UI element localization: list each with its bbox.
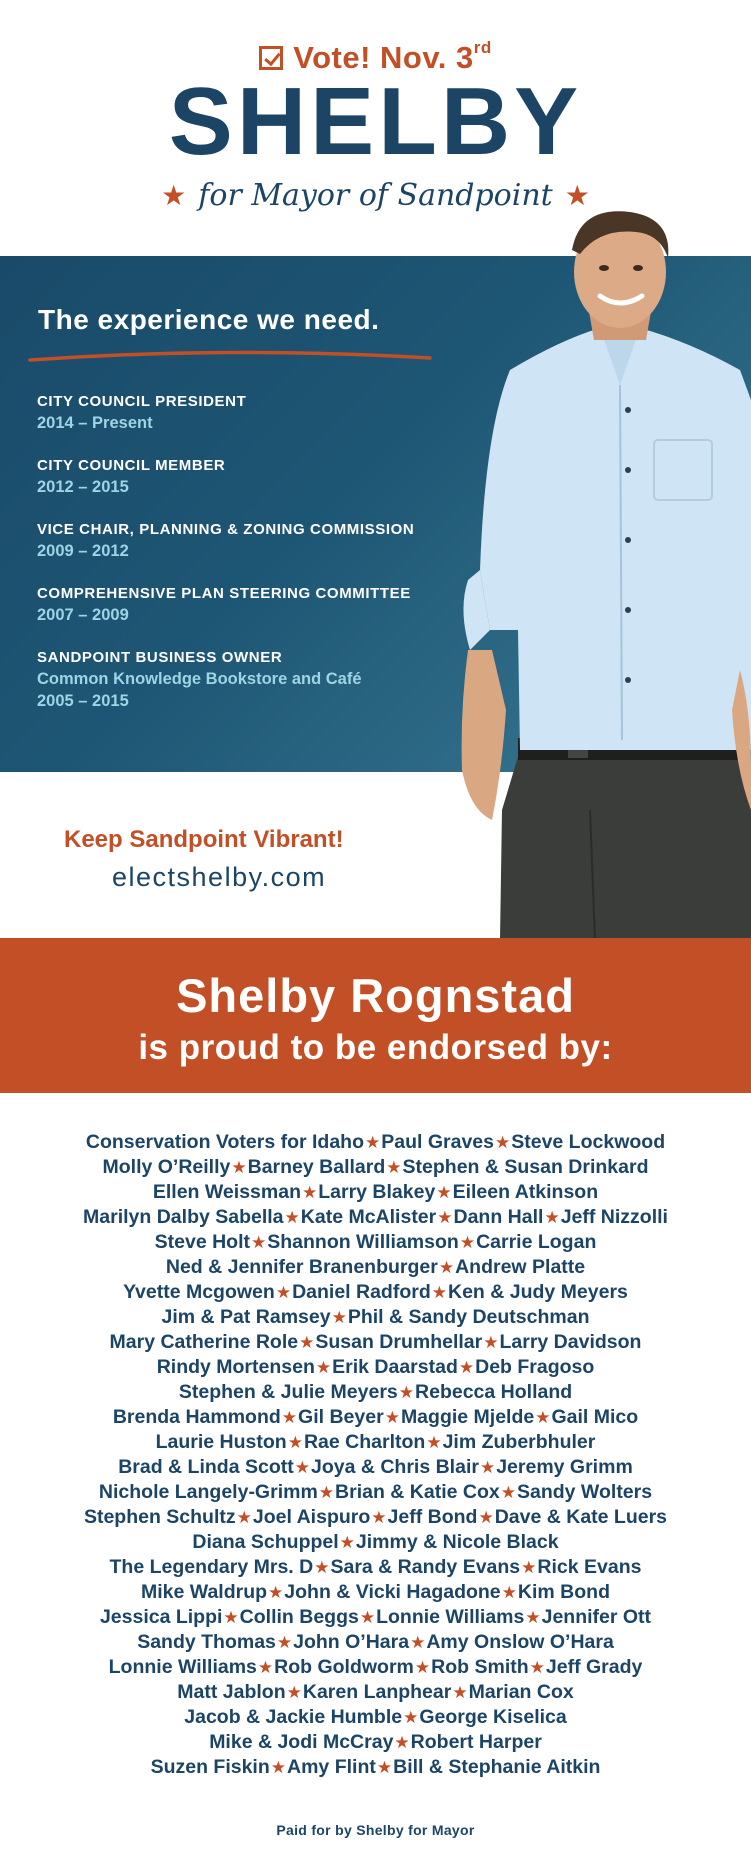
endorsement-line — [0, 1255, 751, 1280]
endorser-name: Steve Lockwood — [511, 1131, 666, 1153]
endorser-name: Jeff Bond — [387, 1506, 478, 1528]
star-separator-icon: ★ — [483, 1333, 499, 1352]
endorser-name: Rebecca Holland — [415, 1381, 573, 1403]
candidate-name: SHELBY — [168, 68, 583, 175]
underline-swoosh — [28, 348, 432, 364]
endorser-name: Mary Catherine Role — [109, 1331, 299, 1353]
role-title: CITY COUNCIL MEMBER — [37, 457, 226, 474]
star-separator-icon: ★ — [318, 1483, 335, 1502]
endorser-name: Rindy Mortensen — [156, 1356, 315, 1378]
star-separator-icon: ★ — [436, 1183, 452, 1202]
role-title: COMPREHENSIVE PLAN STEERING COMMITTEE — [37, 585, 411, 602]
endorsement-line — [0, 1380, 751, 1405]
endorser-name: Amy Flint — [287, 1756, 376, 1778]
endorsement-line — [0, 1330, 751, 1355]
endorsement-line — [0, 1705, 751, 1730]
endorser-name: Rick Evans — [537, 1556, 642, 1578]
endorser-name: Steve Holt — [154, 1231, 250, 1253]
endorser-name: Nichole Langely-Grimm — [98, 1481, 318, 1503]
endorser-name: Diana Schuppel — [192, 1531, 339, 1553]
endorsement-line — [0, 1555, 751, 1580]
endorser-name: Conservation Voters for Idaho — [85, 1131, 364, 1153]
role-dates: 2007 – 2009 — [37, 606, 129, 624]
banner-name: Shelby Rognstad — [176, 969, 575, 1022]
star-separator-icon: ★ — [535, 1408, 551, 1427]
role-detail: Common Knowledge Bookstore and Café — [37, 670, 362, 688]
role-dates: 2009 – 2012 — [37, 542, 129, 560]
vote-date-suffix: rd — [473, 37, 492, 57]
star-separator-icon: ★ — [286, 1683, 302, 1702]
endorser-name: Robert Harper — [410, 1731, 542, 1753]
star-separator-icon: ★ — [236, 1508, 252, 1527]
star-separator-icon: ★ — [437, 1208, 453, 1227]
star-separator-icon: ★ — [438, 1258, 455, 1277]
candidate-photo — [440, 210, 751, 940]
endorsement-line — [0, 1280, 751, 1305]
endorsement-line — [0, 1155, 751, 1180]
star-separator-icon: ★ — [398, 1383, 415, 1402]
endorser-name: Ken & Judy Meyers — [448, 1281, 628, 1303]
endorser-name: Kate McAlister — [300, 1206, 437, 1228]
experience-title: The experience we need. — [38, 304, 380, 335]
endorser-name: Andrew Platte — [455, 1256, 586, 1278]
vote-text: Vote! Nov. 3 — [293, 40, 474, 75]
star-separator-icon: ★ — [431, 1283, 447, 1302]
star-separator-icon: ★ — [479, 1458, 496, 1477]
star-separator-icon: ★ — [452, 1683, 468, 1702]
endorser-name: Paul Graves — [381, 1131, 494, 1153]
endorser-name: Kim Bond — [517, 1581, 610, 1603]
endorser-name: Laurie Huston — [155, 1431, 287, 1453]
roles-list — [37, 392, 477, 734]
star-separator-icon: ★ — [494, 1133, 511, 1152]
endorsement-line — [0, 1505, 751, 1530]
endorser-name: Molly O’Reilly — [102, 1156, 231, 1178]
endorser-name: Jim & Pat Ramsey — [161, 1306, 331, 1328]
star-separator-icon: ★ — [426, 1433, 442, 1452]
website-link[interactable]: electshelby.com — [112, 862, 327, 892]
endorser-name: Jeff Grady — [545, 1656, 643, 1678]
star-separator-icon: ★ — [525, 1608, 541, 1627]
endorsement-line — [0, 1680, 751, 1705]
star-separator-icon: ★ — [223, 1608, 239, 1627]
endorser-name: Brad & Linda Scott — [118, 1456, 294, 1478]
endorser-name: Susan Drumhellar — [315, 1331, 483, 1353]
endorser-name: Joel Aispuro — [252, 1506, 371, 1528]
endorser-name: Maggie Mjelde — [400, 1406, 535, 1428]
endorser-name: Gail Mico — [551, 1406, 639, 1428]
endorser-name: Jimmy & Nicole Black — [355, 1531, 559, 1553]
endorsement-line — [0, 1580, 751, 1605]
endorsement-line — [0, 1530, 751, 1555]
endorsement-banner — [0, 938, 751, 1093]
endorser-name: Deb Fragoso — [475, 1356, 595, 1378]
endorser-name: Rae Charlton — [303, 1431, 426, 1453]
role-dates: 2014 – Present — [37, 414, 153, 432]
role-item — [37, 520, 477, 562]
endorsement-line — [0, 1355, 751, 1380]
star-separator-icon: ★ — [268, 1583, 284, 1602]
endorser-name: Erik Daarstad — [332, 1356, 458, 1378]
role-item — [37, 392, 477, 434]
star-separator-icon: ★ — [478, 1508, 494, 1527]
star-separator-icon: ★ — [314, 1558, 330, 1577]
star-separator-icon: ★ — [284, 1208, 300, 1227]
endorser-name: Eileen Atkinson — [452, 1181, 599, 1203]
endorser-name: John O’Hara — [293, 1631, 410, 1653]
star-separator-icon: ★ — [501, 1583, 517, 1602]
checkbox-icon — [259, 46, 283, 70]
office-subtitle — [0, 178, 751, 213]
star-separator-icon: ★ — [384, 1408, 400, 1427]
endorser-name: Shannon Williamson — [267, 1231, 459, 1253]
star-separator-icon: ★ — [257, 1658, 274, 1677]
star-separator-icon: ★ — [459, 1233, 476, 1252]
endorsement-line — [0, 1230, 751, 1255]
role-item — [37, 584, 477, 626]
endorser-name: Karen Lanphear — [302, 1681, 452, 1703]
star-separator-icon: ★ — [270, 1758, 287, 1777]
endorser-name: Daniel Radford — [292, 1281, 431, 1303]
star-separator-icon: ★ — [376, 1758, 393, 1777]
star-separator-icon: ★ — [403, 1708, 419, 1727]
endorser-name: Dave & Kate Luers — [494, 1506, 668, 1528]
star-separator-icon: ★ — [365, 1133, 381, 1152]
endorser-name: Mike Waldrup — [141, 1581, 268, 1603]
star-separator-icon: ★ — [544, 1208, 560, 1227]
star-separator-icon: ★ — [529, 1658, 545, 1677]
star-separator-icon: ★ — [250, 1233, 267, 1252]
role-title: SANDPOINT BUSINESS OWNER — [37, 649, 283, 666]
star-separator-icon: ★ — [301, 1183, 318, 1202]
endorsements-list — [0, 1130, 751, 1780]
role-dates: 2012 – 2015 — [37, 478, 129, 496]
endorser-name: Bill & Stephanie Aitkin — [393, 1756, 601, 1778]
endorser-name: Rob Goldworm — [274, 1656, 414, 1678]
endorser-name: Sandy Thomas — [137, 1631, 276, 1653]
endorser-name: Dann Hall — [453, 1206, 544, 1228]
star-separator-icon: ★ — [410, 1633, 426, 1652]
star-separator-icon: ★ — [299, 1333, 315, 1352]
endorser-name: George Kiselica — [419, 1706, 567, 1728]
endorser-name: Lonnie Williams — [376, 1606, 525, 1628]
endorser-name: Ellen Weissman — [152, 1181, 301, 1203]
role-item — [37, 456, 477, 498]
endorser-name: Stephen & Julie Meyers — [178, 1381, 398, 1403]
endorser-name: Jim Zuberbhuler — [442, 1431, 596, 1453]
star-separator-icon: ★ — [500, 1483, 516, 1502]
role-dates: 2005 – 2015 — [37, 692, 129, 710]
endorser-name: Brenda Hammond — [112, 1406, 281, 1428]
office-subtitle-text: for Mayor of Sandpoint — [198, 178, 553, 213]
star-separator-icon: ★ — [394, 1733, 410, 1752]
endorsement-line — [0, 1205, 751, 1230]
paid-for-disclaimer: Paid for by Shelby for Mayor — [276, 1822, 475, 1838]
star-separator-icon: ★ — [458, 1358, 475, 1377]
role-title: CITY COUNCIL PRESIDENT — [37, 393, 247, 410]
endorser-name: Jennifer Ott — [541, 1606, 652, 1628]
endorsement-line — [0, 1130, 751, 1155]
endorser-name: Lonnie Williams — [108, 1656, 257, 1678]
endorser-name: Jeremy Grimm — [496, 1456, 633, 1478]
star-icon: ★ — [161, 179, 187, 212]
endorser-name: Marilyn Dalby Sabella — [83, 1206, 284, 1228]
endorsement-line — [0, 1305, 751, 1330]
role-title: VICE CHAIR, PLANNING & ZONING COMMISSION — [37, 521, 415, 538]
endorser-name: Phil & Sandy Deutschman — [347, 1306, 590, 1328]
endorser-name: Stephen & Susan Drinkard — [402, 1156, 649, 1178]
star-separator-icon: ★ — [281, 1408, 298, 1427]
endorser-name: Jessica Lippi — [99, 1606, 223, 1628]
endorser-name: Matt Jablon — [177, 1681, 286, 1703]
star-separator-icon: ★ — [359, 1608, 376, 1627]
star-separator-icon: ★ — [275, 1283, 292, 1302]
endorsement-line — [0, 1755, 751, 1780]
endorser-name: Yvette Mcgowen — [123, 1281, 275, 1303]
star-separator-icon: ★ — [339, 1533, 355, 1552]
star-separator-icon: ★ — [331, 1308, 347, 1327]
endorser-name: Jeff Nizzolli — [560, 1206, 668, 1228]
star-separator-icon: ★ — [414, 1658, 431, 1677]
endorsement-line — [0, 1730, 751, 1755]
star-separator-icon: ★ — [315, 1358, 332, 1377]
endorsement-line — [0, 1605, 751, 1630]
endorser-name: Larry Blakey — [318, 1181, 436, 1203]
endorser-name: Marian Cox — [468, 1681, 574, 1703]
endorser-name: Jacob & Jackie Humble — [184, 1706, 403, 1728]
role-item — [37, 648, 477, 712]
endorser-name: John & Vicki Hagadone — [284, 1581, 501, 1603]
endorser-name: Mike & Jodi McCray — [209, 1731, 394, 1753]
star-separator-icon: ★ — [371, 1508, 387, 1527]
star-separator-icon: ★ — [231, 1158, 247, 1177]
endorser-name: Brian & Katie Cox — [335, 1481, 500, 1503]
endorser-name: Joya & Chris Blair — [310, 1456, 479, 1478]
endorsement-line — [0, 1405, 751, 1430]
endorser-name: Rob Smith — [431, 1656, 529, 1678]
endorser-name: Amy Onslow O’Hara — [426, 1631, 614, 1653]
endorsement-line — [0, 1180, 751, 1205]
endorsement-line — [0, 1430, 751, 1455]
star-separator-icon: ★ — [386, 1158, 402, 1177]
endorsement-line — [0, 1630, 751, 1655]
endorser-name: Suzen Fiskin — [150, 1756, 270, 1778]
endorsement-line — [0, 1455, 751, 1480]
endorser-name: Collin Beggs — [239, 1606, 359, 1628]
star-separator-icon: ★ — [287, 1433, 303, 1452]
star-separator-icon: ★ — [521, 1558, 537, 1577]
star-separator-icon: ★ — [294, 1458, 310, 1477]
star-separator-icon: ★ — [276, 1633, 293, 1652]
endorser-name: Barney Ballard — [247, 1156, 386, 1178]
endorser-name: Carrie Logan — [476, 1231, 597, 1253]
banner-subtitle: is proud to be endorsed by: — [138, 1028, 613, 1067]
endorser-name: Sandy Wolters — [517, 1481, 653, 1503]
endorser-name: Larry Davidson — [499, 1331, 642, 1353]
endorsement-line — [0, 1480, 751, 1505]
endorser-name: Gil Beyer — [298, 1406, 384, 1428]
endorser-name: Ned & Jennifer Branenburger — [165, 1256, 438, 1278]
endorser-name: The Legendary Mrs. D — [109, 1556, 314, 1578]
endorser-name: Stephen Schultz — [83, 1506, 236, 1528]
slogan: Keep Sandpoint Vibrant! — [64, 826, 344, 853]
endorser-name: Sara & Randy Evans — [330, 1556, 521, 1578]
endorsement-line — [0, 1655, 751, 1680]
star-icon: ★ — [564, 179, 590, 212]
